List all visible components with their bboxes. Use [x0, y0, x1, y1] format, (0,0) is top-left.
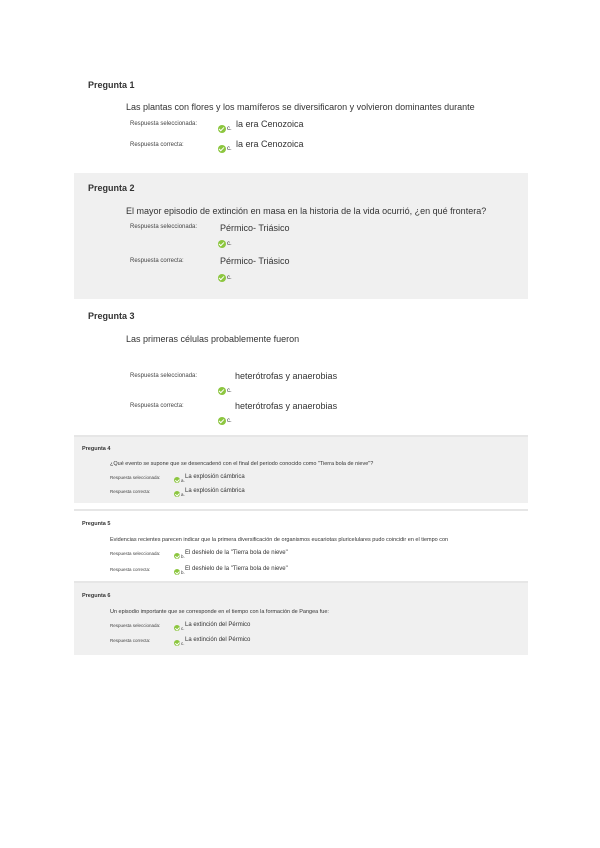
- answer-letter: c.: [227, 241, 232, 247]
- correct-answer-text: La extinción del Pérmico: [185, 637, 251, 643]
- answer-letter: c.: [227, 275, 232, 281]
- selected-answer-text: heterótrofas y anaerobias: [235, 371, 338, 381]
- question-text: Evidencias recientes parecen indicar que la primera diversificación de organismos eucariotas pluricelulares pudo coincidir en el tiempo con: [110, 537, 449, 543]
- correct-answer-check: [218, 417, 232, 425]
- check-circle-icon: [218, 145, 226, 153]
- question-title: Pregunta 5: [82, 521, 111, 527]
- answer-letter: b.: [181, 569, 185, 575]
- answer-letter: c.: [181, 625, 185, 631]
- selected-answer-check: [218, 240, 232, 248]
- check-circle-icon: [174, 640, 180, 646]
- question-text: Las primeras células probablemente fueron: [126, 334, 300, 344]
- answer-letter: a.: [181, 491, 185, 497]
- quiz-results-sheet: [74, 73, 528, 655]
- question-text: El mayor episodio de extinción en masa en la historia de la vida ocurrió, ¿en qué frontera?: [126, 206, 487, 216]
- question-6: [74, 581, 528, 655]
- correct-answer-text: La explosión cámbrica: [185, 488, 245, 494]
- selected-answer-check: [218, 125, 232, 133]
- check-circle-icon: [218, 274, 226, 282]
- correct-answer-check: [218, 145, 232, 153]
- correct-answer-check: [174, 640, 185, 646]
- selected-answer-label: Respuesta seleccionada:: [130, 373, 198, 379]
- correct-answer-label: Respuesta correcta:: [110, 567, 151, 572]
- selected-answer-label: Respuesta seleccionada:: [110, 475, 161, 480]
- check-circle-icon: [218, 387, 226, 395]
- question-text: ¿Qué evento se supone que se desencadenó con el final del periodo conocido como "Tierra bola de nieve"?: [110, 461, 374, 467]
- selected-answer-text: La explosión cámbrica: [185, 474, 245, 480]
- answer-letter: c.: [227, 388, 232, 394]
- answer-letter: c.: [227, 126, 232, 132]
- question-5: [74, 509, 528, 579]
- question-title: Pregunta 2: [88, 183, 135, 193]
- check-circle-icon: [174, 491, 180, 497]
- selected-answer-check: [174, 477, 185, 483]
- check-circle-icon: [218, 417, 226, 425]
- correct-answer-check: [218, 274, 232, 282]
- question-title: Pregunta 1: [88, 80, 135, 90]
- answer-letter: a.: [181, 477, 185, 483]
- question-3: [74, 299, 528, 435]
- selected-answer-text: la era Cenozoica: [236, 119, 304, 129]
- question-text: Las plantas con flores y los mamíferos se diversificaron y volvieron dominantes durante: [126, 102, 475, 112]
- selected-answer-check: [174, 553, 185, 559]
- selected-answer-label: Respuesta seleccionada:: [110, 551, 161, 556]
- check-circle-icon: [174, 569, 180, 575]
- question-title: Pregunta 3: [88, 311, 135, 321]
- check-circle-icon: [174, 553, 180, 559]
- question-title: Pregunta 6: [82, 593, 111, 599]
- correct-answer-check: [174, 491, 185, 497]
- answer-letter: b.: [181, 553, 185, 559]
- answer-letter: c.: [227, 418, 232, 424]
- correct-answer-label: Respuesta correcta:: [110, 489, 151, 494]
- question-1: [74, 73, 528, 173]
- correct-answer-text: la era Cenozoica: [236, 139, 304, 149]
- check-circle-icon: [174, 625, 180, 631]
- correct-answer-check: [174, 569, 185, 575]
- correct-answer-text: Pérmico- Triásico: [220, 256, 290, 266]
- question-text: Un episodio importante que se corresponde en el tiempo con la formación de Pangea fue:: [110, 609, 329, 615]
- answer-letter: c.: [227, 146, 232, 152]
- selected-answer-label: Respuesta seleccionada:: [110, 623, 161, 628]
- selected-answer-text: El deshielo de la "Tierra bola de nieve": [185, 550, 288, 556]
- check-circle-icon: [218, 240, 226, 248]
- correct-answer-label: Respuesta correcta:: [130, 142, 184, 148]
- answer-letter: c.: [181, 640, 185, 646]
- correct-answer-text: heterótrofas y anaerobias: [235, 401, 338, 411]
- selected-answer-label: Respuesta seleccionada:: [130, 121, 198, 127]
- selected-answer-label: Respuesta seleccionada:: [130, 224, 198, 230]
- question-2: [74, 173, 528, 299]
- check-circle-icon: [174, 477, 180, 483]
- check-circle-icon: [218, 125, 226, 133]
- correct-answer-label: Respuesta correcta:: [130, 403, 184, 409]
- question-title: Pregunta 4: [82, 446, 111, 452]
- question-4: [74, 435, 528, 503]
- selected-answer-text: La extinción del Pérmico: [185, 622, 251, 628]
- selected-answer-text: Pérmico- Triásico: [220, 223, 290, 233]
- correct-answer-text: El deshielo de la "Tierra bola de nieve": [185, 566, 288, 572]
- correct-answer-label: Respuesta correcta:: [130, 258, 184, 264]
- correct-answer-label: Respuesta correcta:: [110, 638, 151, 643]
- selected-answer-check: [218, 387, 232, 395]
- selected-answer-check: [174, 625, 185, 631]
